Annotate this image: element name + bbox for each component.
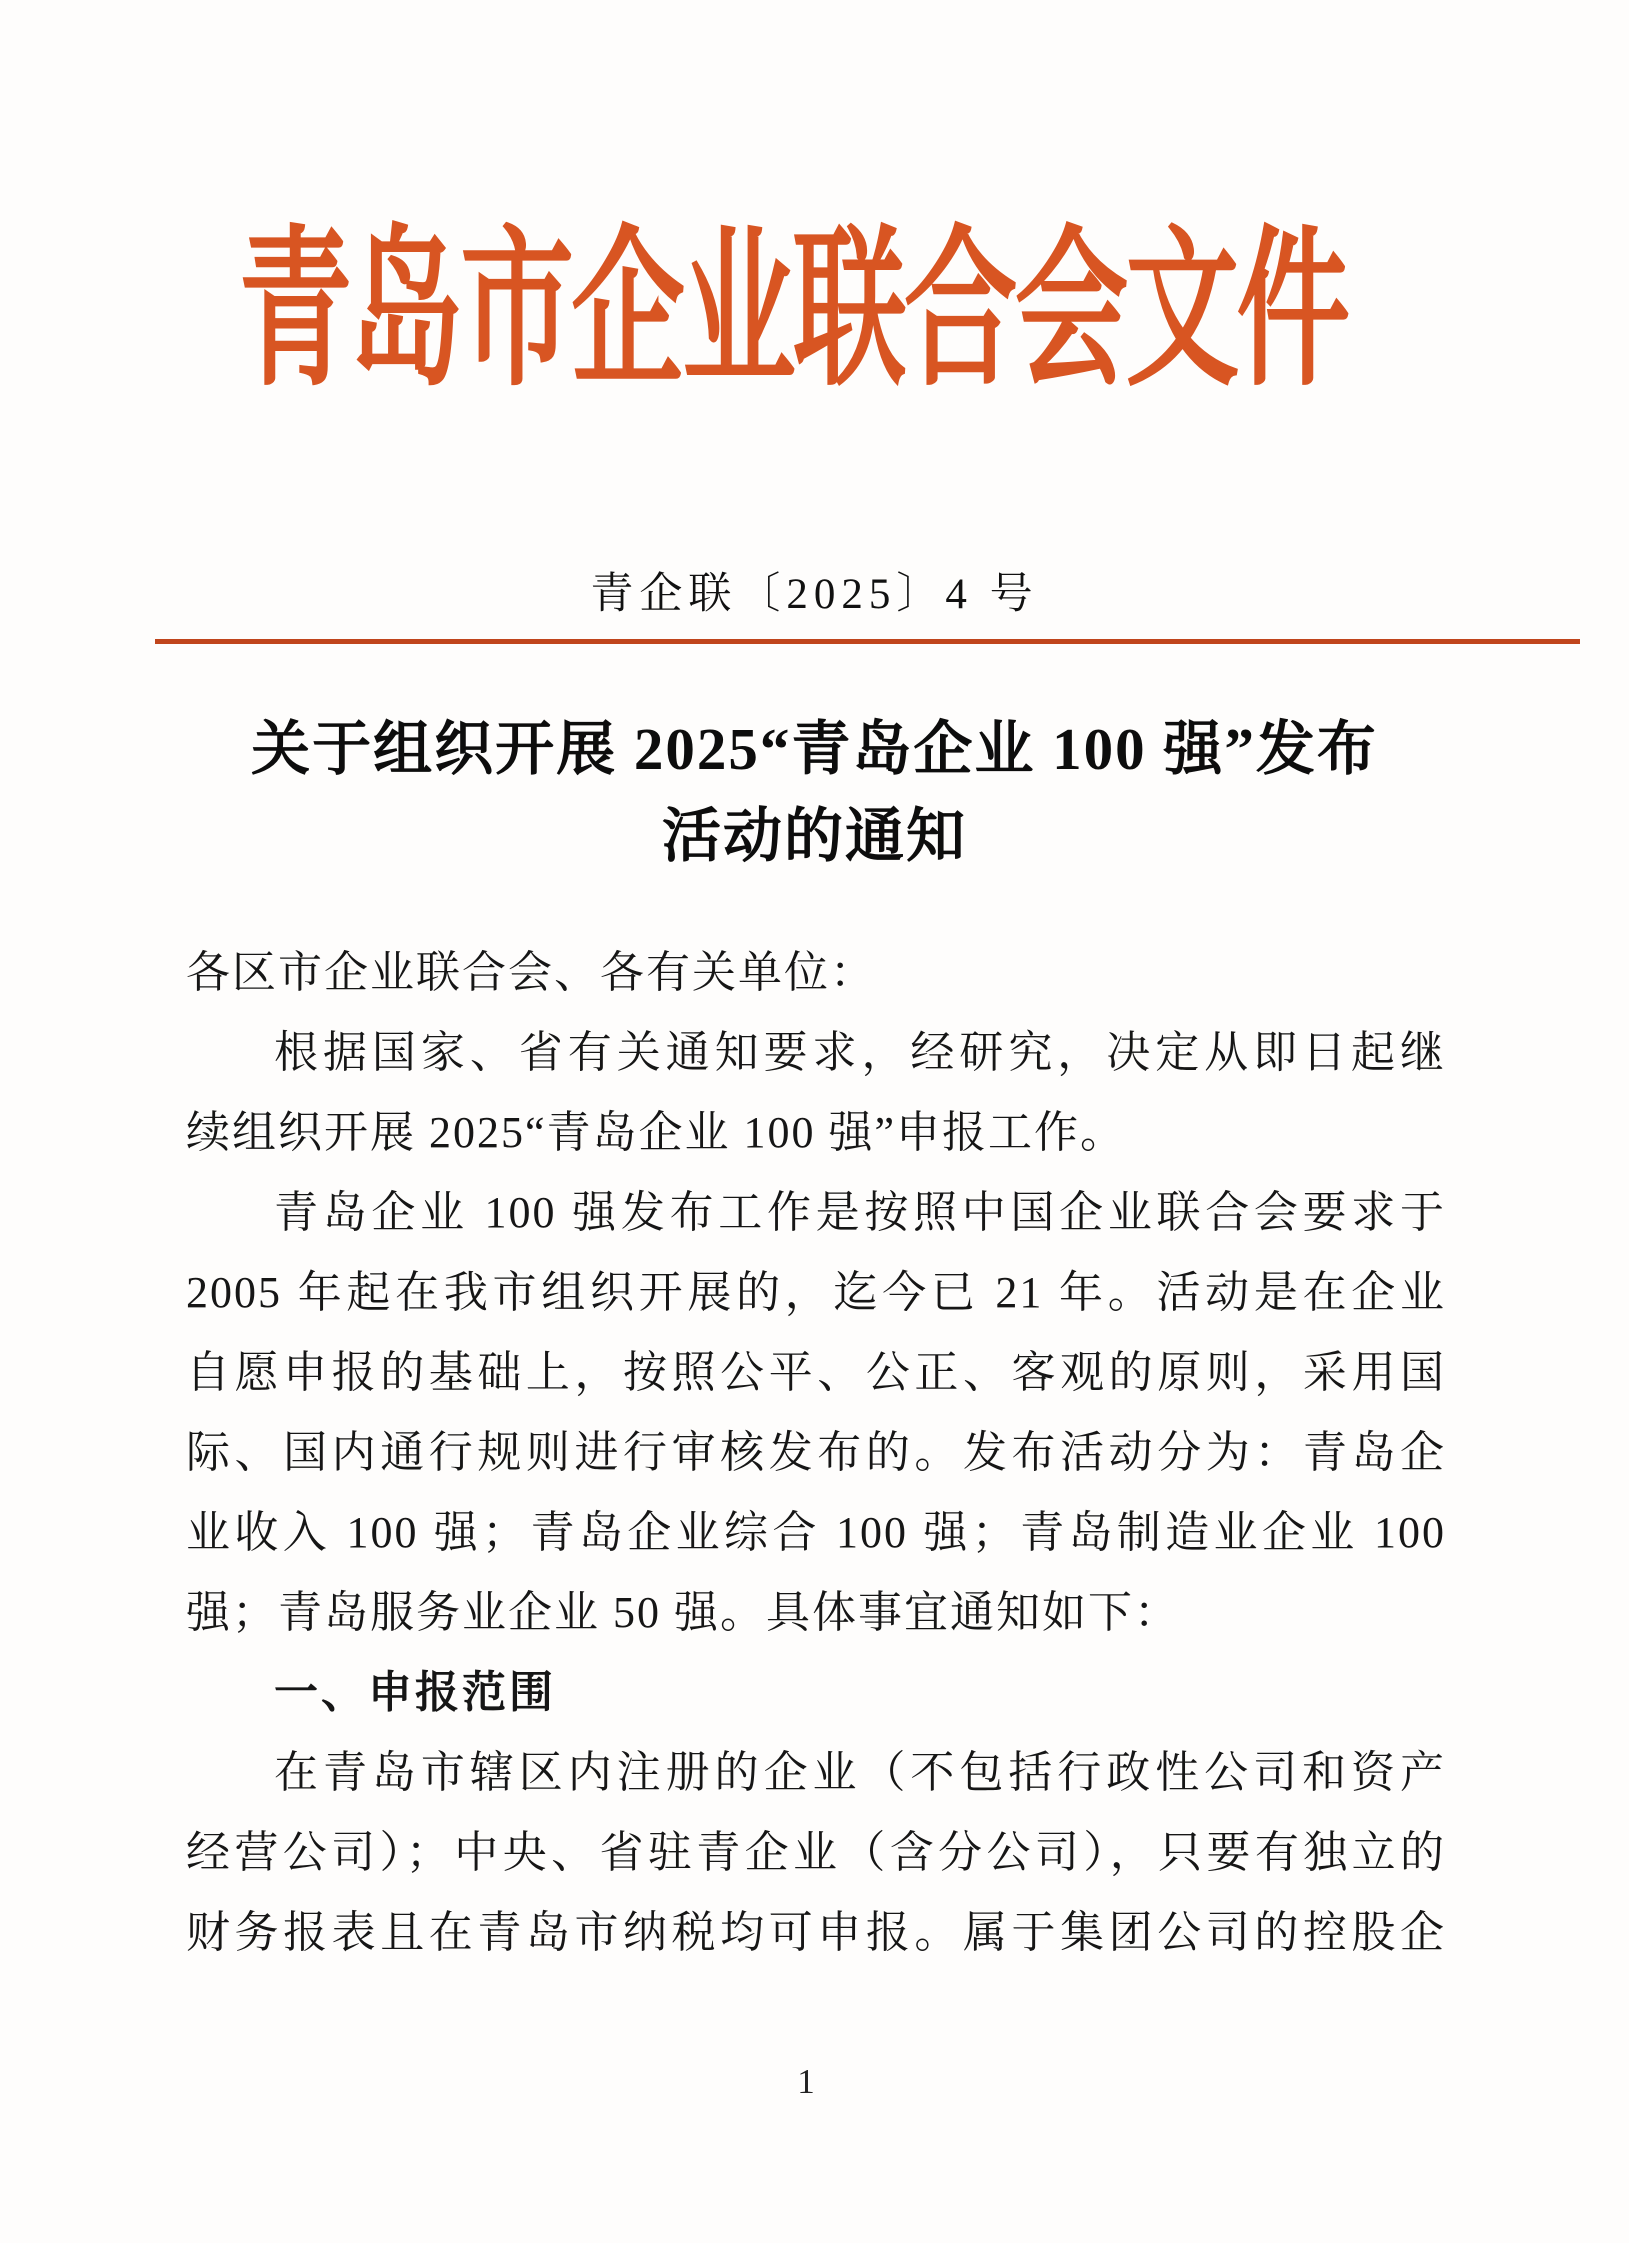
body-line: 强；青岛服务业企业 50 强。具体事宜通知如下： (186, 1588, 1180, 1637)
body-line: 续组织开展 2025“青岛企业 100 强”申报工作。 (186, 1108, 1127, 1157)
body-line: 财务报表且在青岛市纳税均可申报。属于集团公司的控股企 (186, 1908, 1446, 1957)
body-line: 根据国家、省有关通知要求，经研究，决定从即日起继 (274, 1028, 1446, 1077)
body-line: 2005 年起在我市组织开展的，迄今已 21 年。活动是在企业 (186, 1268, 1446, 1317)
letterhead-title: 青岛市企业联合会文件 (238, 217, 1348, 407)
notice-title-line-2: 活动的通知 (661, 803, 967, 869)
salutation-line: 各区市企业联合会、各有关单位： (186, 948, 876, 997)
red-separator-rule (155, 639, 1580, 644)
body-line: 业收入 100 强；青岛企业综合 100 强；青岛制造业企业 100 (186, 1508, 1446, 1557)
body-line: 际、国内通行规则进行审核发布的。发布活动分为：青岛企 (186, 1428, 1446, 1477)
body-line: 青岛企业 100 强发布工作是按照中国企业联合会要求于 (274, 1188, 1446, 1237)
body-line: 在青岛市辖区内注册的企业（不包括行政性公司和资产 (274, 1748, 1446, 1797)
notice-title (0, 706, 1629, 880)
body-text (186, 933, 1446, 1973)
body-line: 自愿申报的基础上，按照公平、公正、客观的原则，采用国 (186, 1348, 1446, 1397)
page-number: 1 (797, 2062, 815, 2101)
document-number: 青企联〔2025〕4 号 (590, 571, 1039, 618)
notice-title-line-1: 关于组织开展 2025“青岛企业 100 强”发布 (251, 716, 1378, 782)
section-heading: 一、申报范围 (274, 1668, 556, 1717)
body-line: 经营公司）；中央、省驻青企业（含分公司），只要有独立的 (186, 1828, 1446, 1877)
